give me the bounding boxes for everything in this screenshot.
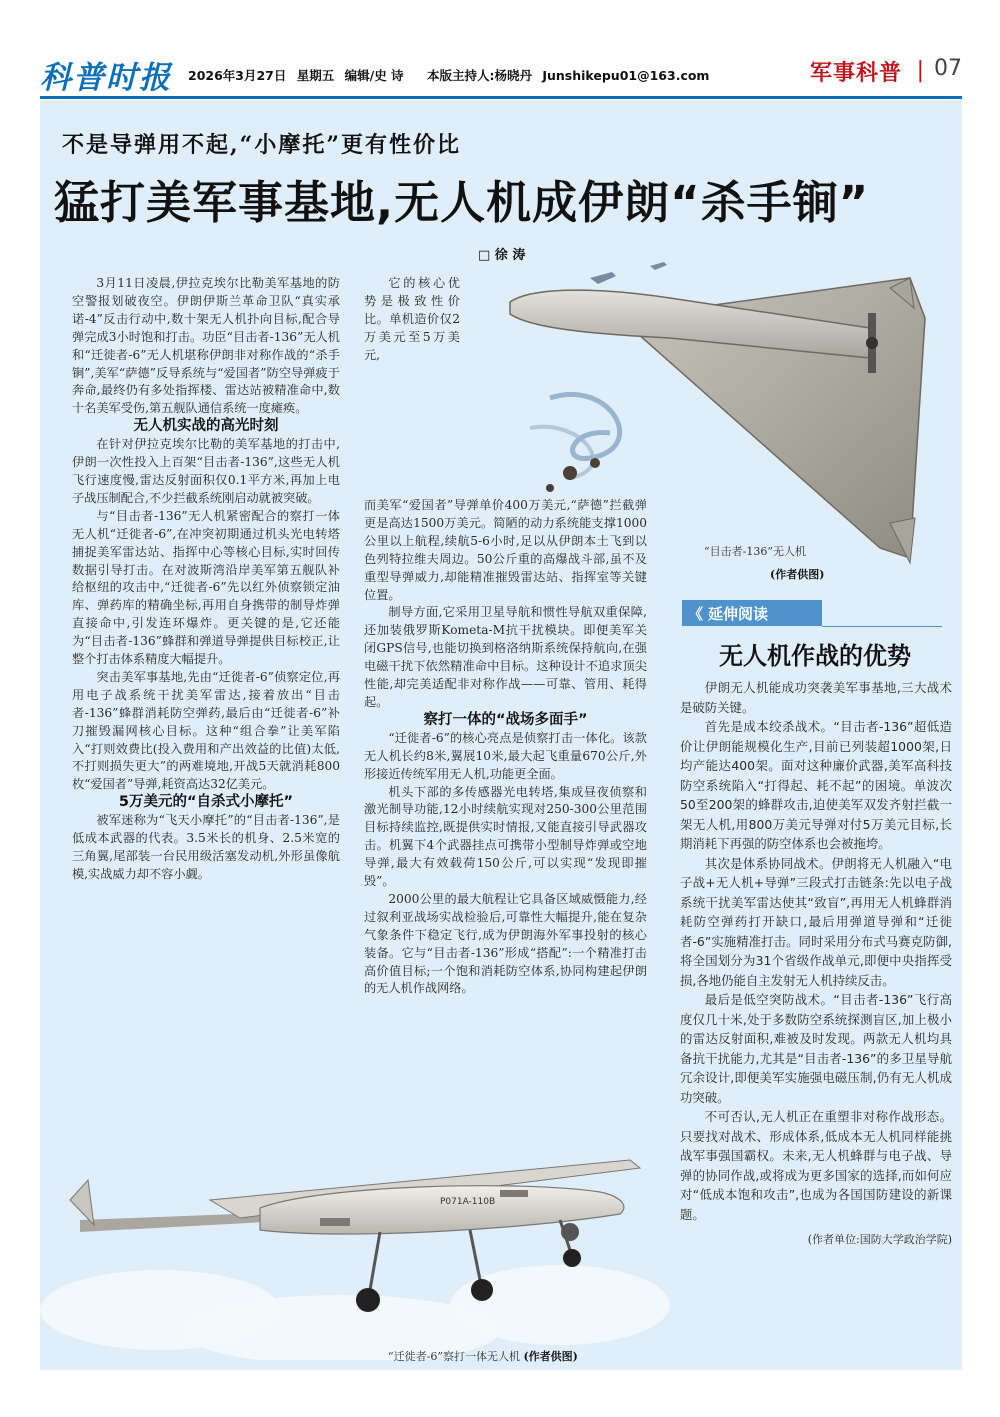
author-affiliation: (作者单位:国防大学政治学院) bbox=[807, 1233, 952, 1246]
paragraph: 首先是成本绞杀战术。“目击者-136”超低造价让伊朗能规模化生产,目前已列装超1000架,日均产能达400架。面对这种廉价武器,美军高科技防空系统陷入“打得起、耗不起”的困境。单波次50至200架的蜂群攻击,迫使美军双发齐射拦截一架无人机,用800万美元导弹对付5万美元目标,长期消耗下再强的防空体系也会被拖垮。 bbox=[680, 719, 952, 851]
paragraph: “迁徙者-6”的核心亮点是侦察打击一体化。该款无人机长约8米,翼展10米,最大起飞重量670公斤,外形接近传统军用无人机,功能更全面。 bbox=[364, 730, 647, 781]
issue-editor: 编辑/史 诗 bbox=[344, 68, 404, 83]
paragraph: 被军迷称为“飞天小摩托”的“目击者-136”,是低成本武器的代表。3.5米长的机身、2.5米宽的三角翼,尾部装一台民用级活塞发动机,外形虽像航模,实战威力却不容小觑。 bbox=[72, 813, 340, 881]
sidebar-body bbox=[680, 678, 952, 1250]
paragraph: 3月11日凌晨,伊拉克埃尔比勒美军基地的防空警报划破夜空。伊朗伊斯兰革命卫队“真实承诺-4”反击行动中,数十架无人机扑向目标,配合导弹完成3小时饱和打击。功臣“目击者-136”无人机和“迁徙者-6”无人机堪称伊朗非对称作战的“杀手锏”,美军“萨德”反导系统与“爱国者”防空导弹疲于奔命,最终仍有多处指挥楼、雷达站被精准命中,数十名美军受伤,第五舰队通信系统一度瘫痪。 bbox=[72, 276, 340, 416]
masthead-rule bbox=[40, 96, 962, 99]
chevron-left-icon: 《 bbox=[688, 605, 704, 623]
paragraph: 不可否认,无人机正在重塑非对称作战形态。只要找对战术、形成体系,低成本无人机同样能挑战军事强国霸权。未来,无人机蜂群与电子战、导弹的协同作战,或将成为更多国家的选择,而如何应对“低成本饱和攻击”,也成为各国国防建设的新课题。 bbox=[680, 1109, 952, 1222]
extended-reading-label: 延伸阅读 bbox=[708, 605, 769, 623]
subheading: 无人机实战的高光时刻 bbox=[133, 418, 279, 435]
paragraph: 伊朗无人机能成功突袭美军事基地,三大战术是破防关键。 bbox=[680, 680, 952, 715]
headline: 猛打美军事基地,无人机成伊朗“杀手锏” bbox=[54, 176, 870, 229]
issue-host: 本版主持人:杨晓丹 bbox=[426, 68, 532, 83]
column-2-top bbox=[364, 275, 460, 365]
issue-info bbox=[188, 66, 715, 84]
sidebar-rule bbox=[822, 626, 942, 627]
paragraph: 其次是体系协同战术。伊朗将无人机融入“电子战+无人机+导弹”三段式打击链条:先以电子战系统干扰美军雷达使其“致盲”,再用无人机蜂群消耗防空弹药打开缺口,最后用弹道导弹和“迁徙者-6”实施精准打击。同时采用分布式马赛克防御,将全国划分为31个省级作战单元,即便中央指挥受损,各地仍能自主发射无人机持续反击。 bbox=[680, 855, 952, 988]
masthead bbox=[40, 52, 962, 96]
page-number: 07 bbox=[934, 56, 962, 81]
caption-drone-136-credit: (作者供图) bbox=[770, 568, 825, 581]
brand-logo: 科普时报 bbox=[40, 60, 172, 96]
caption-credit: (作者供图) bbox=[523, 1350, 578, 1363]
section-name: 军事科普 bbox=[809, 61, 902, 86]
paragraph: 与“目击者-136”无人机紧密配合的察打一体无人机“迁徙者-6”,在冲突初期通过机头光电转塔捕捉美军雷达站、指挥中心等核心目标,实时回传数据引导打击。在对波斯湾沿岸美军第五舰队补给枢纽的攻击中,“迁徙者-6”先以红外侦察锁定油库、弹药库的精确坐标,再用自身携带的制导炸弹直接命中,引发连环爆炸。更关键的是,它还能为“目击者-136”蜂群和弹道导弹提供目标校正,让整个打击体系精度大幅提升。 bbox=[72, 508, 340, 667]
issue-date: 2026年3月27日 bbox=[188, 68, 287, 83]
sidebar-title: 无人机作战的优势 bbox=[719, 642, 911, 670]
subheading: 5万美元的“自杀式小摩托” bbox=[118, 794, 294, 811]
column-1 bbox=[72, 275, 340, 884]
paragraph: 突击美军事基地,先由“迁徙者-6”侦察定位,再用电子战系统干扰美军雷达,接着放出“目击者-136”蜂群消耗防空弹药,最后由“迁徙者-6”补刀摧毁漏网核心目标。这种“组合拳”让美军陷入“打则效费比(投入费用和产出效益的比值)太低,不打则损失更大”的两难境地,开战5天就消耗800枚“爱国者”导弹,耗资高达32亿美元。 bbox=[72, 669, 340, 792]
issue-email: Junshikepu01@163.com bbox=[542, 68, 710, 83]
issue-weekday: 星期五 bbox=[296, 68, 335, 83]
drone-migrator-6-image bbox=[40, 1140, 680, 1360]
paragraph: 它的核心优势是极致性价比。单机造价仅2万美元至5万美元, bbox=[364, 276, 460, 362]
paragraph: 2000公里的最大航程让它具备区域威慑能力,经过叙利亚战场实战检验后,可靠性大幅提升,能在复杂气象条件下稳定飞行,成为伊朗海外军事投射的核心装备。它与“目击者-136”形成“搭配”:一个精准打击高价值目标;一个饱和消耗防空体系,协同构建起伊朗的无人机作战网络。 bbox=[364, 891, 647, 996]
subheading: 察打一体的“战场多面手” bbox=[423, 711, 588, 728]
drone-136-image bbox=[470, 258, 940, 588]
paragraph: 在针对伊拉克埃尔比勒的美军基地的打击中,伊朗一次性投入上百架“目击者-136”,这些无人机飞行速度慢,雷达反射面积仅0.1平方米,再加上电子战压制配合,不少拦截系统刚启动就被突破。 bbox=[72, 437, 340, 505]
caption-drone-136: “目击者-136”无人机 bbox=[704, 545, 806, 558]
extended-reading-tag bbox=[682, 600, 822, 626]
paragraph: 最后是低空突防战术。“目击者-136”飞行高度仅几十米,处于多数防空系统探测盲区,加上极小的雷达反射面积,难被及时发现。两款无人机均具备抗干扰能力,尤其是“目击者-136”的多卫星导航冗余设计,即便美军实施强电磁压制,仍有无人机成功突破。 bbox=[680, 992, 952, 1105]
byline: □ 徐 涛 bbox=[478, 248, 526, 263]
caption-text: “迁徙者-6”察打一体无人机 bbox=[388, 1350, 520, 1363]
caption-drone-migrator-6 bbox=[388, 1348, 578, 1364]
separator: | bbox=[916, 58, 924, 83]
paragraph: 而美军“爱国者”导弹单价400万美元,“萨德”拦截弹更是高达1500万美元。简陋的动力系统能支撑1000公里以上航程,续航5-6小时,足以从伊朗本土飞到以色列特拉维夫周边。50公斤重的高爆战斗部,虽不及重型导弹威力,却能精准摧毁雷达站、指挥室等关键位置。 bbox=[364, 498, 647, 602]
paragraph: 制导方面,它采用卫星导航和惯性导航双重保障,还加装俄罗斯Kometa-M抗干扰模块。即便美军关闭GPS信号,也能切换到格洛纳斯系统保持航向,在强电磁干扰下依然精准命中目标。这种设计不追求顶尖性能,却完美适配非对称作战——可靠、管用、耗得起。 bbox=[364, 605, 647, 709]
kicker: 不是导弹用不起,“小摩托”更有性价比 bbox=[62, 132, 461, 158]
drone-tail-number: P071A-110B bbox=[440, 1197, 496, 1207]
paragraph: 机头下部的多传感器光电转塔,集成昼夜侦察和激光制导功能,12小时续航实现对250-300公里范围目标持续监控,既提供实时情报,又能直接引导武器攻击。机翼下4个武器挂点可携带小型制导炸弹或空地导弹,最大有效载荷150公斤,可以实现“发现即摧毁”。 bbox=[364, 784, 647, 889]
